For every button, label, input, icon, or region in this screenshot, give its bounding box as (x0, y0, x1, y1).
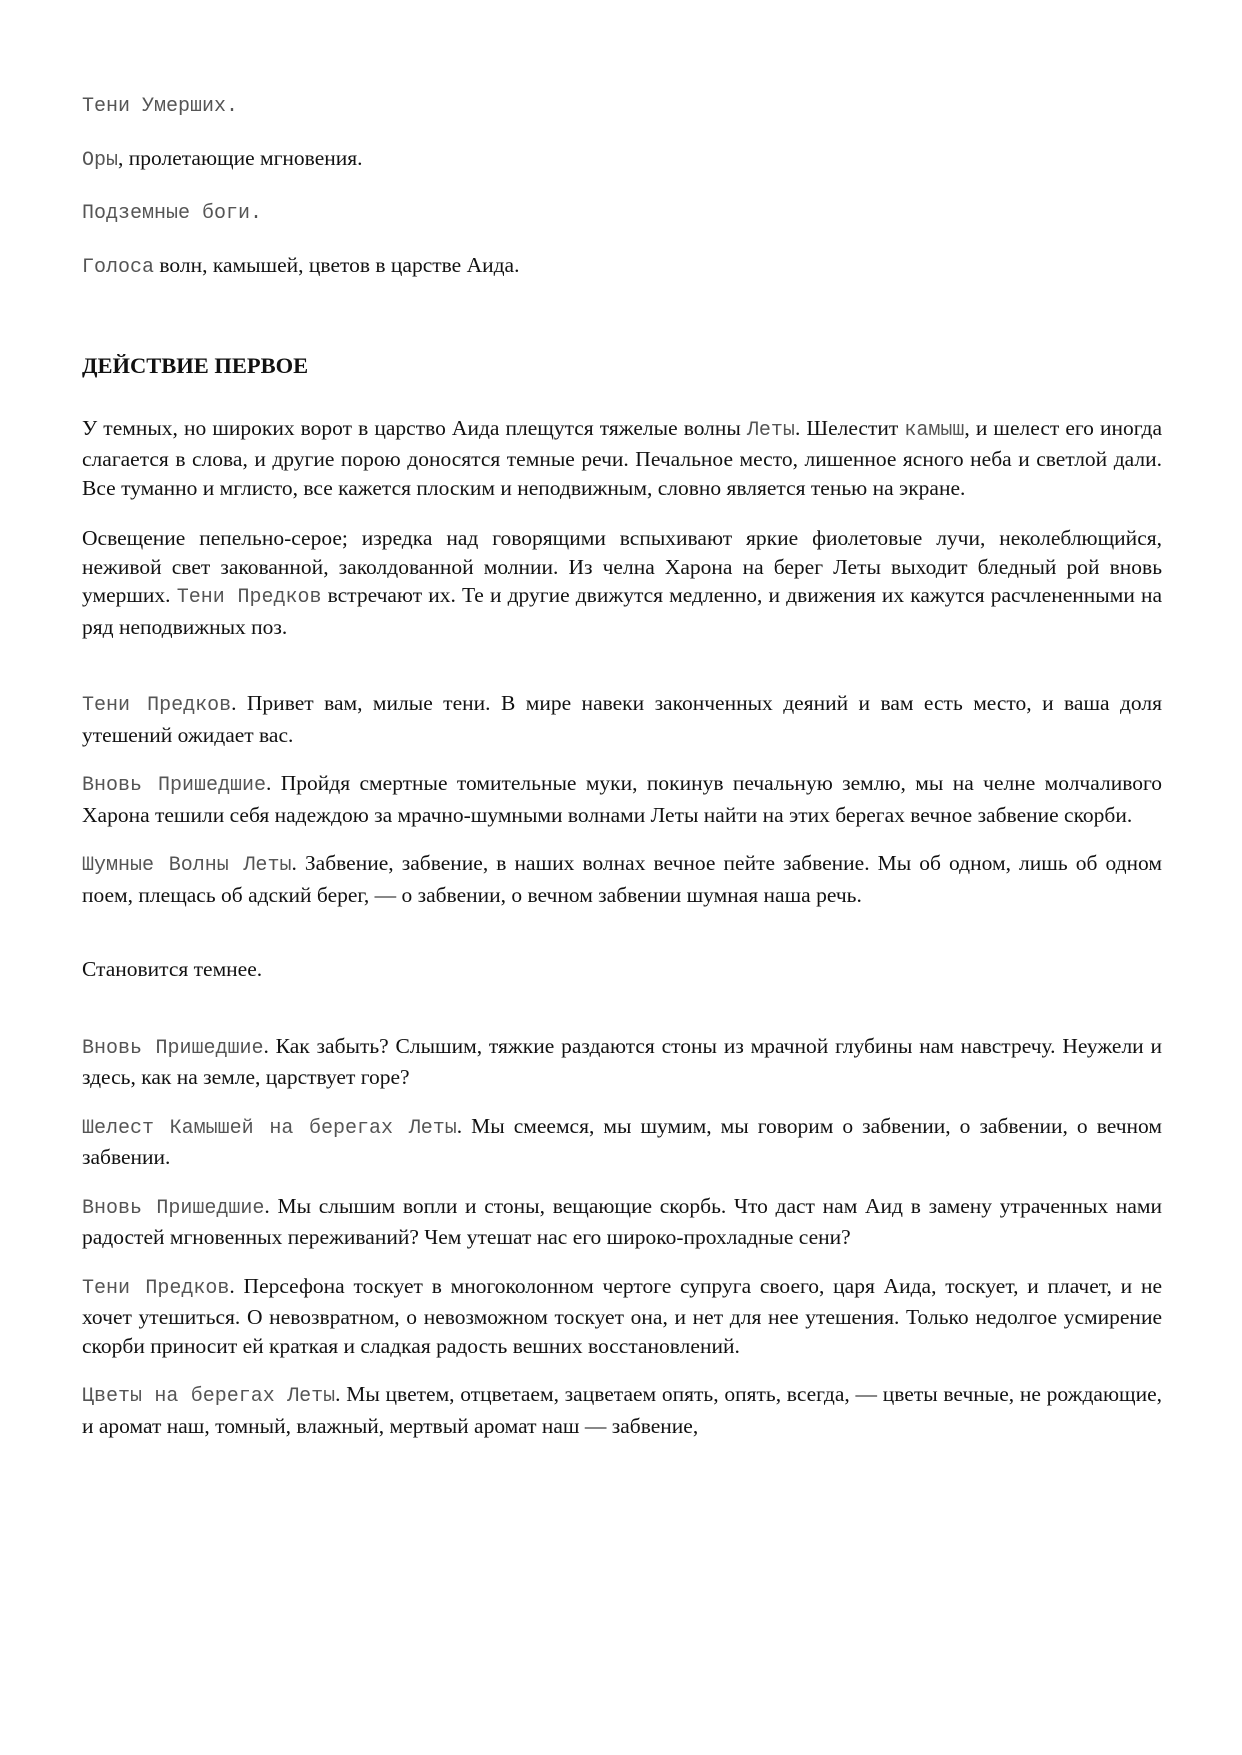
dialogue-block (82, 689, 1162, 909)
dialogue-line: Шумные Волны Леты. Забвение, забвение, в наших волнах вечное пейте забвение. Мы об одном, лишь об одном поем, плещась об адский берег, — о забвении, о вечном забвении шумная наша речь. (82, 851, 1162, 907)
dialogue-line: Вновь Пришедшие. Как забыть? Слышим, тяжкие раздаются стоны из мрачной глубины нам навстречу. Неужели и здесь, как на земле, царствует горе? (82, 1033, 1162, 1089)
cast-name: Подземные боги. (82, 202, 263, 225)
speaker-name: Тени Предков (82, 1276, 230, 1300)
speaker-name: Вновь Пришедшие (82, 774, 267, 797)
dialogue-block (82, 1032, 1162, 1441)
cast-name: Оры (82, 148, 119, 172)
stage-direction: Освещение пепельно-серое; изредка над говорящими вспыхивают яркие фиолетовые лучи, неколеблющийся, неживой свет закованной, заколдованной молнии. Из челна Харона на берег Леты выходит бледный рой вновь умерших. Тени Предков встречают их. Те и другие движутся медленно, и движения их кажутся расчлененными на ряд неподвижных поз. (82, 526, 1162, 639)
dialogue-line: Шелест Камышей на берегах Леты. Мы смеемся, мы шумим, мы говорим о забвении, о забвении, о вечном забвении. (82, 1113, 1162, 1169)
document-page (82, 90, 1162, 1440)
stage-direction: У темных, но широких ворот в царство Аида плещутся тяжелые волны Леты. Шелестит камыш, и шелест его иногда слагается в слова, и другие порою доносятся темные речи. Печальное место, лишенное ясного неба и светлой дали. Все туманно и мглисто, все кажется плоским и неподвижным, словно является тенью на экране. (82, 415, 1162, 500)
cast-item: Голоса волн, камышей, цветов в царстве Аида. (82, 252, 520, 279)
speaker-name: Вновь Пришедшие (82, 1036, 264, 1060)
act-title: ДЕЙСТВИЕ ПЕРВОЕ (82, 353, 309, 378)
stage-direction: Становится темнее. (82, 957, 263, 981)
cast-item (82, 90, 1162, 122)
cast-list (82, 90, 1162, 282)
cast-item (82, 197, 1162, 229)
cast-name: Голоса (82, 255, 155, 279)
dialogue-line: Вновь Пришедшие. Пройдя смертные томительные муки, покинув печальную землю, мы на челне молчаливого Харона тешили себя надеждою за мрачно-шумными волнами Леты найти на этих берегах вечное забвение скорби. (82, 771, 1162, 827)
dialogue-line: Тени Предков. Персефона тоскует в многоколонном чертоге супруга своего, царя Аида, тоскует, и плачет, и не хочет утешиться. О невозвратном, о невозможном тоскует она, и нет для нее утешения. Только недолгое усмирение скорби приносит ей краткая и сладкая радость вешних восстановлений. (82, 1273, 1162, 1358)
dialogue-line: Вновь Пришедшие. Мы слышим вопли и стоны, вещающие скорбь. Что даст нам Аид в замену утраченных нами радостей мгновенных переживаний? Чем утешат нас его широко-прохладные сени? (82, 1193, 1163, 1249)
speaker-name: Шумные Волны Леты (82, 854, 292, 877)
speaker-name: Цветы на берегах Леты (82, 1385, 336, 1408)
cast-item: Оры, пролетающие мгновения. (82, 145, 363, 172)
speaker-name: Шелест Камышей на берегах Леты (82, 1116, 457, 1140)
dialogue-line: Цветы на берегах Леты. Мы цветем, отцветаем, зацветаем опять, опять, всегда, — цветы вечные, не рождающие, и аромат наш, томный, влажный, мертвый аромат наш — забвение, (82, 1382, 1162, 1438)
speaker-name: Тени Предков (82, 694, 232, 717)
dialogue-line: Тени Предков. Привет вам, милые тени. В мире навеки законченных деяний и вам есть место, и ваша доля утешений ожидает вас. (82, 691, 1163, 747)
cast-name: Тени Умерших. (82, 95, 239, 118)
speaker-name: Вновь Пришедшие (82, 1196, 265, 1220)
